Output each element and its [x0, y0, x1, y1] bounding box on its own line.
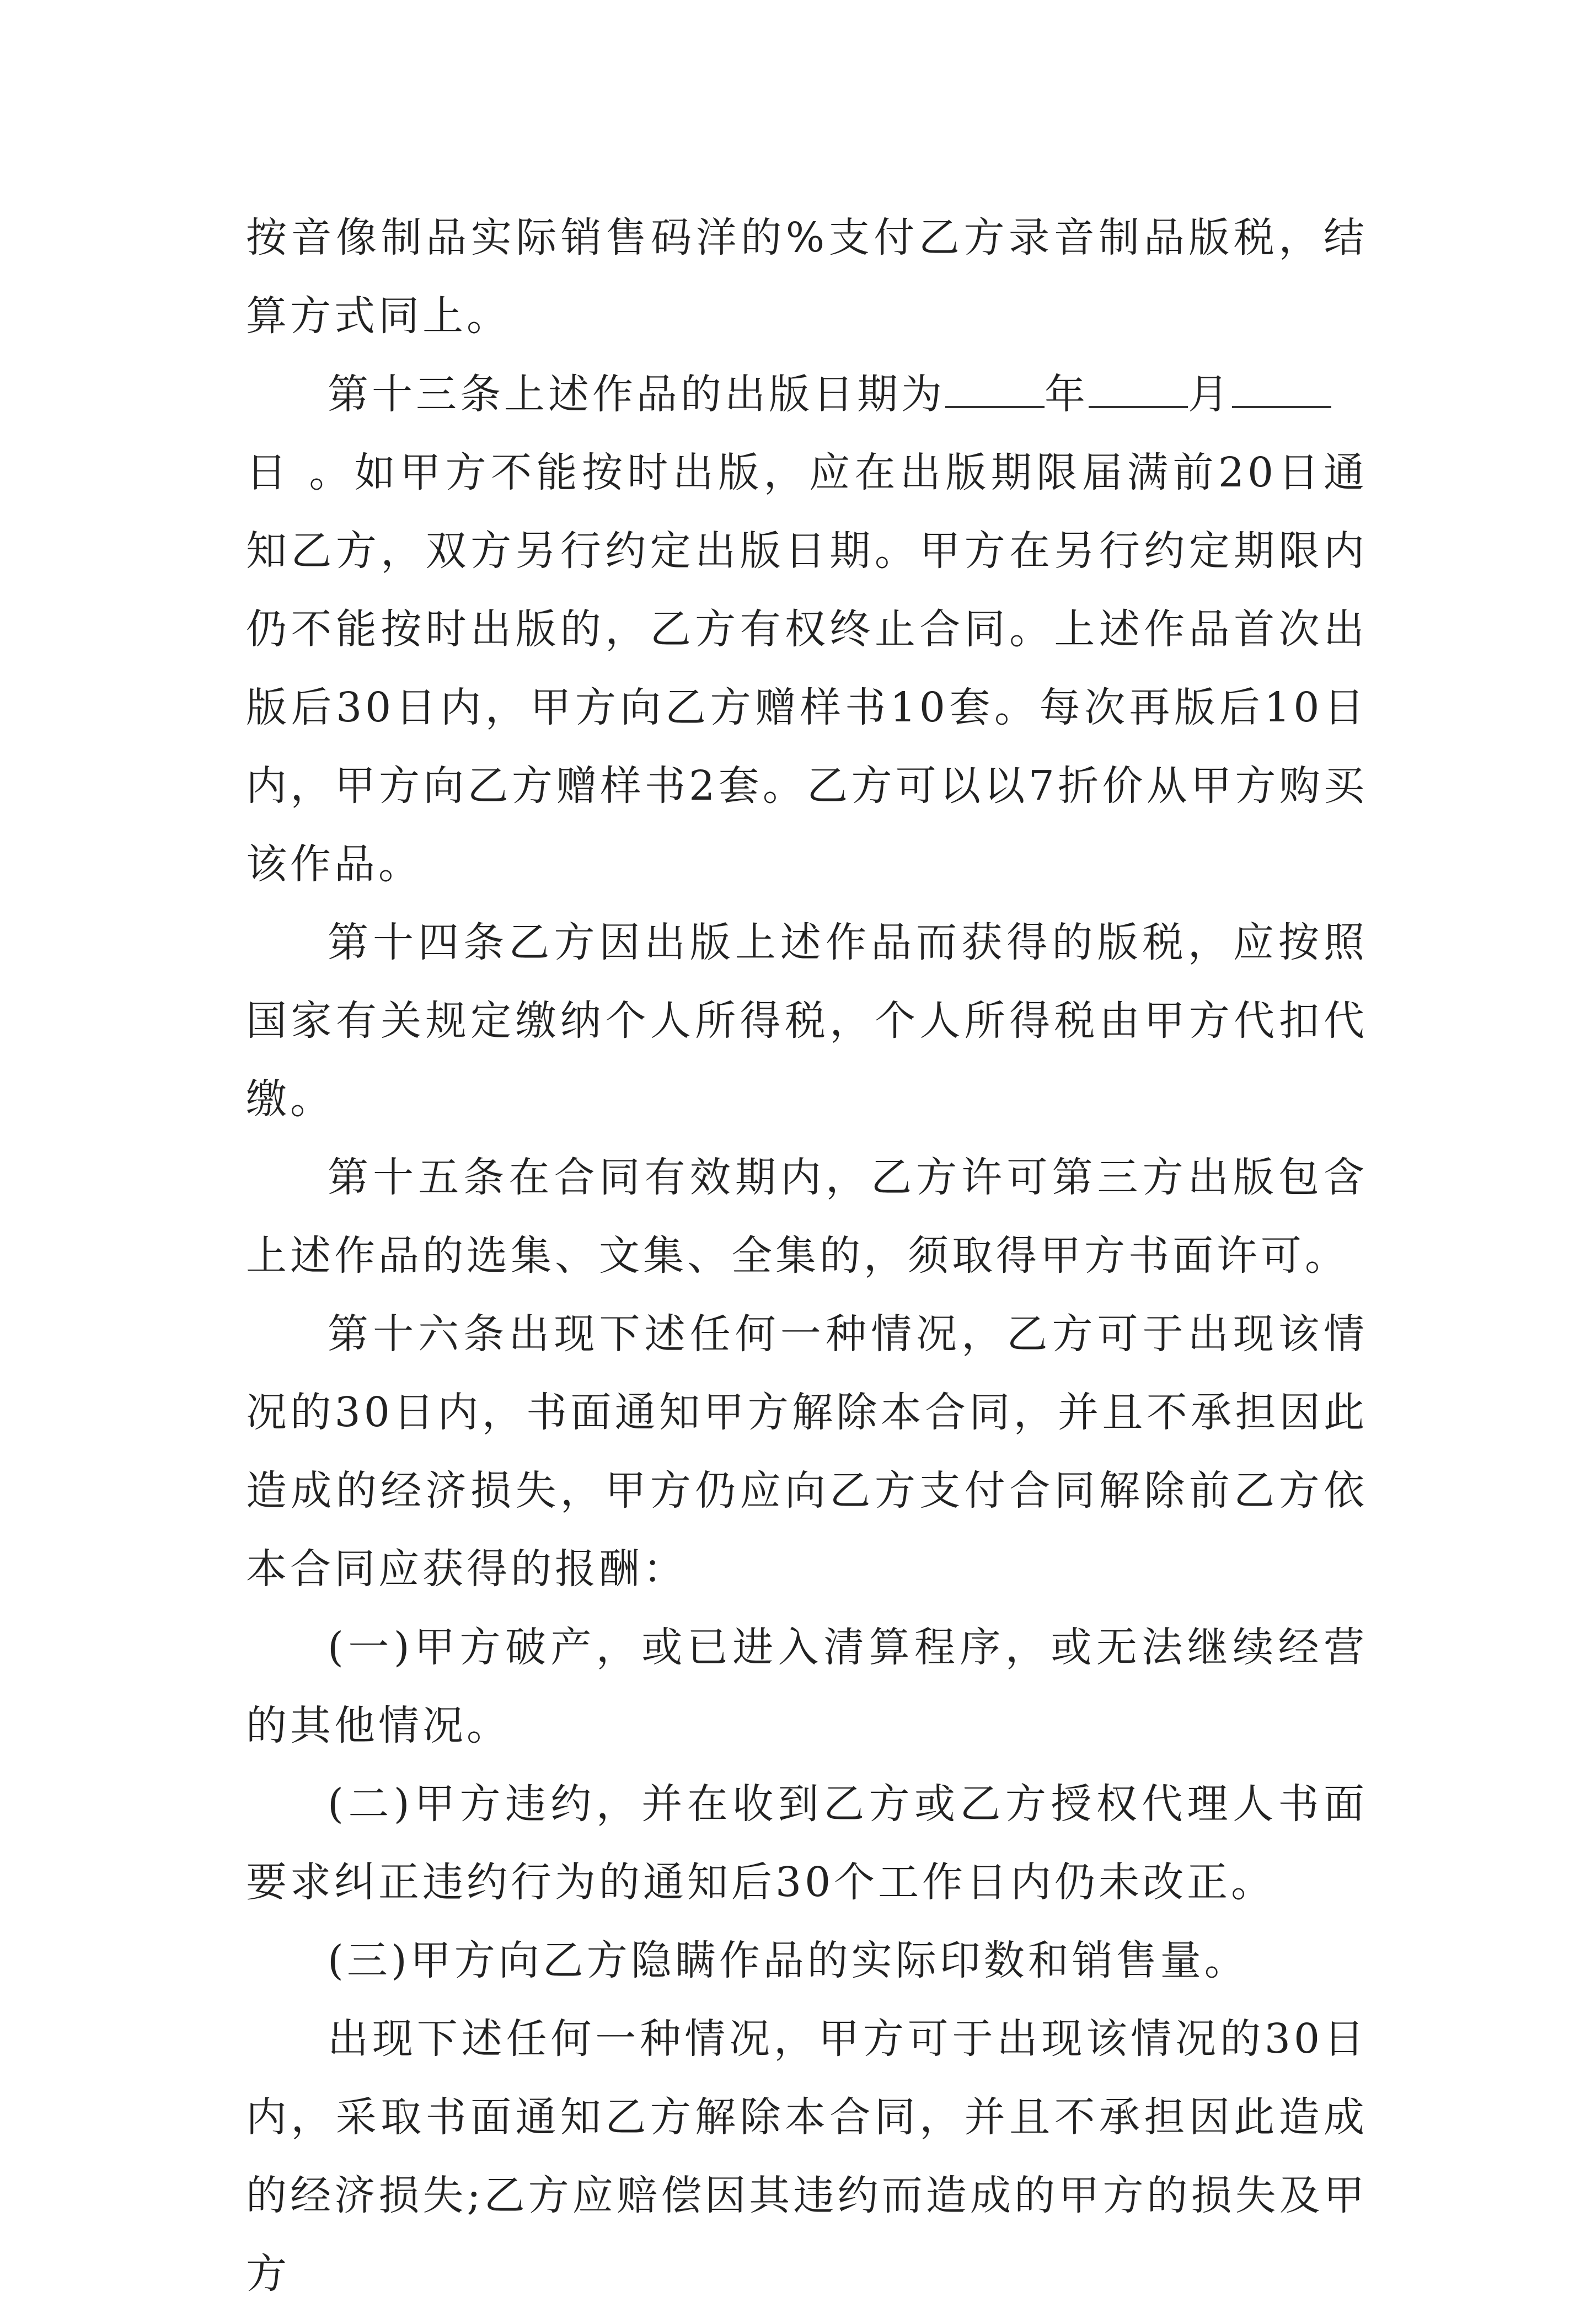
paragraph-article-13-date-line [246, 355, 1368, 433]
paragraph-article-15: 第十五条在合同有效期内，乙方许可第三方出版包含上述作品的选集、文集、全集的，须取得甲方书面许可。 [246, 1154, 1368, 1279]
paragraph-royalty-settlement: 按音像制品实际销售码洋的%支付乙方录音制品版税，结算方式同上。 [246, 214, 1368, 340]
paragraph-party-a-termination: 出现下述任何一种情况，甲方可于出现该情况的30日内，采取书面通知乙方解除本合同，并且不承担因此造成的经济损失;乙方应赔偿因其违约而造成的甲方的损失及甲方 [246, 2015, 1368, 2298]
year-blank [945, 373, 1045, 408]
paragraph-item-1: (一)甲方破产，或已进入清算程序，或无法继续经营的其他情况。 [246, 1624, 1368, 1749]
paragraph-item-3: (三)甲方向乙方隐瞒作品的实际印数和销售量。 [328, 1937, 1249, 1984]
month-blank [1089, 373, 1188, 408]
article-13-prefix: 第十三条上述作品的出版日期为 [328, 371, 945, 418]
contract-body [246, 199, 1368, 2313]
day-blank [1232, 373, 1331, 408]
paragraph-article-16: 第十六条出现下述任何一种情况，乙方可于出现该情况的30日内，书面通知甲方解除本合同，并且不承担因此造成的经济损失，甲方仍应向乙方支付合同解除前乙方依本合同应获得的报酬： [246, 1310, 1368, 1593]
year-label: 年 [1045, 371, 1089, 418]
paragraph-item-2: (二)甲方违约，并在收到乙方或乙方授权代理人书面要求纠正违约行为的通知后30个工作日内仍未改正。 [246, 1780, 1368, 1906]
paragraph-article-13: 日 。如甲方不能按时出版，应在出版期限届满前20日通知乙方，双方另行约定出版日期。甲方在另行约定期限内仍不能按时出版的，乙方有权终止合同。上述作品首次出版后30日内，甲方向乙方赠样书10套。每次再版后10日内，甲方向乙方赠样书2套。乙方可以以7折价从甲方购买该作品。 [246, 449, 1368, 888]
paragraph-article-14: 第十四条乙方因出版上述作品而获得的版税，应按照国家有关规定缴纳个人所得税，个人所得税由甲方代扣代缴。 [246, 919, 1368, 1123]
month-label: 月 [1188, 371, 1232, 418]
